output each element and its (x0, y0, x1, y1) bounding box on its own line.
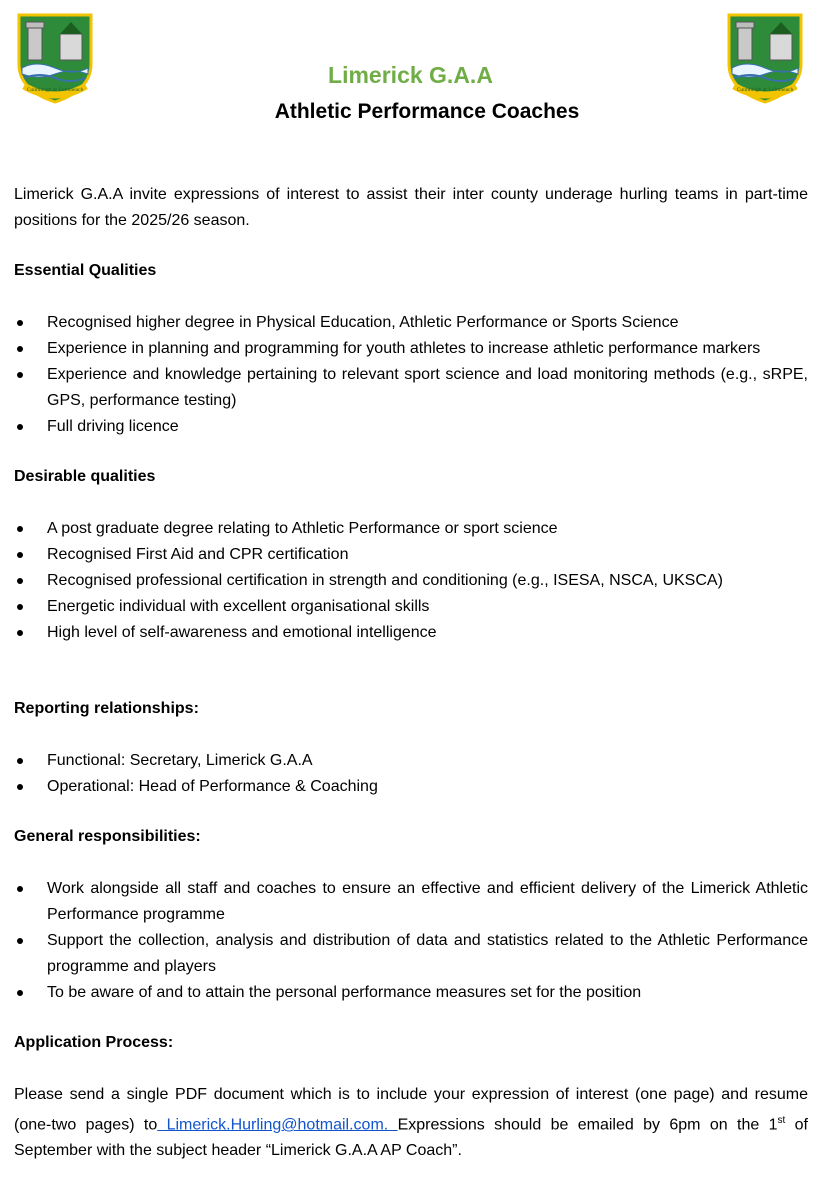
crest-motto: Cuimhnigh ar Luimneach (736, 87, 794, 93)
list-item: Recognised higher degree in Physical Education, Athletic Performance or Sports Science (14, 310, 808, 336)
limerick-crest-left (16, 12, 94, 104)
essential-list (14, 310, 808, 440)
list-item: Operational: Head of Performance & Coaching (14, 774, 808, 800)
list-item: Work alongside all staff and coaches to ensure an effective and efficient delivery of the Limerick Athletic Performance programme (14, 876, 808, 928)
desirable-list (14, 516, 808, 646)
list-item: Experience in planning and programming for youth athletes to increase athletic performance markers (14, 336, 808, 362)
reporting-heading: Reporting relationships: (14, 700, 199, 717)
organisation-name: Limerick G.A.A (328, 62, 493, 88)
crest-motto: Cuimhnigh ar Luimneach (26, 87, 84, 93)
application-text-end: of September with the subject header “Limerick G.A.A AP Coach”. (14, 1116, 808, 1160)
list-item: Full driving licence (14, 414, 808, 440)
limerick-crest-right (726, 12, 804, 104)
general-list (14, 876, 808, 1006)
email-link[interactable]: Limerick.Hurling@hotmail.com. (157, 1116, 398, 1134)
essential-heading: Essential Qualities (14, 262, 157, 279)
document-title: Athletic Performance Coaches (274, 100, 580, 123)
list-item: High level of self-awareness and emotional intelligence (14, 620, 808, 646)
desirable-heading: Desirable qualities (14, 468, 156, 485)
intro-paragraph: Limerick G.A.A invite expressions of interest to assist their inter county underage hurling teams in part-time positions for the 2025/26 season. (14, 186, 808, 229)
general-heading: General responsibilities: (14, 828, 201, 845)
date-superscript: st (777, 1115, 786, 1126)
list-item: To be aware of and to attain the personal performance measures set for the position (14, 980, 808, 1006)
reporting-list (14, 748, 808, 800)
list-item: Support the collection, analysis and distribution of data and statistics related to the Athletic Performance programme and players (14, 928, 808, 980)
application-text: Please send a single PDF document which is to include your expression of interest (one page) and resume (one-two pages) to (14, 1086, 808, 1134)
list-item: Functional: Secretary, Limerick G.A.A (14, 748, 808, 774)
list-item: Energetic individual with excellent organisational skills (14, 594, 808, 620)
list-item: Experience and knowledge pertaining to relevant sport science and load monitoring methods (e.g., sRPE, GPS, performance testing) (14, 362, 808, 414)
application-heading: Application Process: (14, 1034, 174, 1051)
application-text-deadline: Expressions should be emailed by 6pm on the 1 (397, 1116, 778, 1134)
application-paragraph (14, 1082, 808, 1164)
list-item: Recognised First Aid and CPR certification (14, 542, 808, 568)
document-body (14, 182, 808, 1164)
list-item: Recognised professional certification in strength and conditioning (e.g., ISESA, NSCA, UKSCA) (14, 568, 808, 594)
list-item: A post graduate degree relating to Athletic Performance or sport science (14, 516, 808, 542)
